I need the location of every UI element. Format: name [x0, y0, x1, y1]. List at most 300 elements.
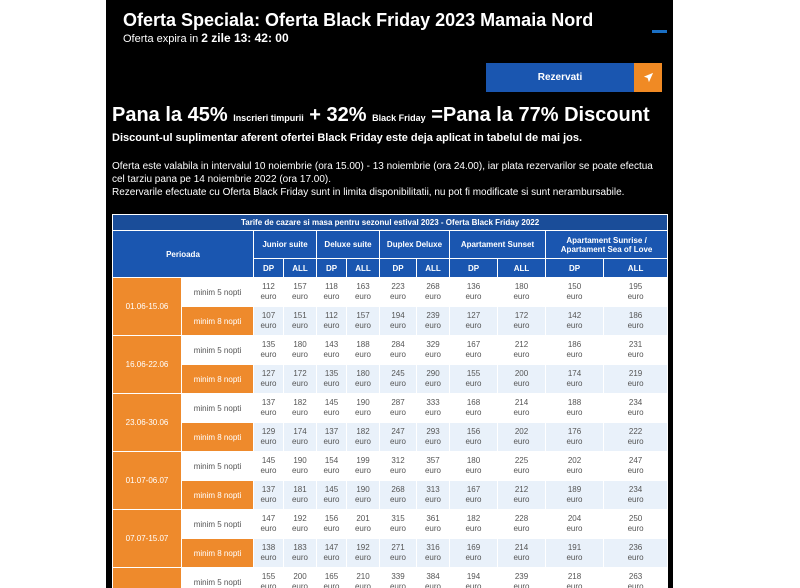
price-cell — [604, 481, 668, 510]
price-cell — [254, 278, 284, 307]
price-unit: euro — [566, 466, 583, 475]
price-cell — [317, 423, 347, 452]
price-value: 312 — [391, 456, 405, 465]
price-value: 172 — [514, 311, 529, 320]
price-value: 186 — [567, 340, 582, 349]
price-value: 339 — [391, 572, 405, 581]
price-unit: euro — [323, 321, 340, 330]
price-unit: euro — [291, 582, 308, 588]
price-value: 180 — [514, 282, 529, 291]
price-value: 222 — [628, 427, 643, 436]
price-unit: euro — [627, 379, 644, 388]
offer-expiry — [123, 31, 289, 45]
price-unit: euro — [389, 379, 406, 388]
price-cell — [450, 394, 498, 423]
price-cell — [450, 423, 498, 452]
price-value: 212 — [514, 340, 529, 349]
price-unit: euro — [389, 553, 406, 562]
all-header: ALL — [604, 259, 668, 278]
price-unit: euro — [354, 437, 371, 446]
price-cell — [450, 452, 498, 481]
price-value: 163 — [356, 282, 370, 291]
price-cell — [317, 365, 347, 394]
price-value: 180 — [356, 369, 370, 378]
price-unit: euro — [513, 437, 530, 446]
price-cell — [546, 394, 604, 423]
price-value: 143 — [324, 340, 339, 349]
price-cell — [604, 278, 668, 307]
price-cell — [498, 568, 546, 588]
price-unit: euro — [465, 495, 482, 504]
price-unit: euro — [291, 524, 308, 533]
price-unit: euro — [354, 350, 371, 359]
price-cell — [417, 394, 450, 423]
price-unit: euro — [389, 437, 406, 446]
price-cell — [450, 278, 498, 307]
price-cell — [498, 394, 546, 423]
price-unit: euro — [566, 582, 583, 588]
price-value: 250 — [628, 514, 643, 523]
price-cell — [284, 452, 317, 481]
min-nights-cell: minim 5 nopti — [182, 510, 254, 539]
price-cell — [546, 452, 604, 481]
price-unit: euro — [291, 437, 308, 446]
price-cell — [498, 452, 546, 481]
price-unit: euro — [323, 524, 340, 533]
price-unit: euro — [323, 292, 340, 301]
price-cell — [498, 539, 546, 568]
table-row — [113, 481, 668, 510]
all-header: ALL — [498, 259, 546, 278]
price-unit: euro — [260, 495, 277, 504]
price-value: 151 — [293, 311, 307, 320]
price-value: 202 — [514, 427, 529, 436]
price-value: 316 — [426, 543, 440, 552]
price-unit: euro — [566, 524, 583, 533]
table-row — [113, 539, 668, 568]
price-cell — [254, 336, 284, 365]
price-unit: euro — [566, 553, 583, 562]
price-value: 201 — [356, 514, 370, 523]
price-value: 202 — [567, 456, 582, 465]
price-cell — [380, 394, 417, 423]
table-row — [113, 394, 668, 423]
price-unit: euro — [627, 437, 644, 446]
price-value: 268 — [391, 485, 405, 494]
price-unit: euro — [424, 350, 441, 359]
price-value: 247 — [391, 427, 405, 436]
price-cell — [347, 539, 380, 568]
price-unit: euro — [260, 292, 277, 301]
price-unit: euro — [627, 553, 644, 562]
price-unit: euro — [354, 495, 371, 504]
price-value: 231 — [628, 340, 643, 349]
price-cell — [450, 336, 498, 365]
price-unit: euro — [260, 582, 277, 588]
price-value: 329 — [426, 340, 440, 349]
price-unit: euro — [291, 350, 308, 359]
price-value: 142 — [567, 311, 582, 320]
price-value: 192 — [356, 543, 370, 552]
price-cell — [347, 394, 380, 423]
reserve-button-label[interactable]: Rezervati — [486, 63, 634, 92]
price-value: 155 — [261, 572, 276, 581]
price-unit: euro — [465, 321, 482, 330]
price-unit: euro — [627, 582, 644, 588]
price-value: 191 — [567, 543, 582, 552]
price-unit: euro — [291, 321, 308, 330]
price-unit: euro — [354, 553, 371, 562]
price-value: 182 — [293, 398, 307, 407]
price-cell — [417, 481, 450, 510]
price-unit: euro — [260, 437, 277, 446]
price-value: 195 — [628, 282, 643, 291]
dp-header: DP — [380, 259, 417, 278]
price-cell — [380, 510, 417, 539]
price-value: 155 — [466, 369, 481, 378]
period-cell: 16.06-22.06 — [113, 336, 182, 394]
price-unit: euro — [389, 466, 406, 475]
price-unit: euro — [260, 379, 277, 388]
dp-header: DP — [546, 259, 604, 278]
price-unit: euro — [260, 321, 277, 330]
price-cell — [254, 539, 284, 568]
price-cell — [347, 336, 380, 365]
period-cell: 07.07-15.07 — [113, 510, 182, 568]
price-value: 293 — [426, 427, 440, 436]
price-cell — [546, 278, 604, 307]
price-value: 147 — [261, 514, 276, 523]
price-unit: euro — [513, 408, 530, 417]
discount-headline — [112, 104, 650, 127]
room-header: Apartament Sunrise / Apartament Sea of Love — [546, 231, 668, 259]
price-value: 147 — [324, 543, 339, 552]
table-caption: Tarife de cazare si masa pentru sezonul estival 2023 - Oferta Black Friday 2022 — [113, 215, 668, 231]
price-cell — [380, 278, 417, 307]
price-unit: euro — [465, 582, 482, 588]
price-unit: euro — [465, 292, 482, 301]
price-unit: euro — [513, 321, 530, 330]
price-value: 199 — [356, 456, 370, 465]
price-cell — [284, 423, 317, 452]
expiry-countdown: 2 zile 13: 42: 00 — [201, 31, 289, 45]
price-value: 268 — [426, 282, 440, 291]
table-row — [113, 365, 668, 394]
all-header: ALL — [417, 259, 450, 278]
price-unit: euro — [291, 408, 308, 417]
price-value: 167 — [466, 340, 481, 349]
price-unit: euro — [291, 553, 308, 562]
price-value: 127 — [261, 369, 276, 378]
price-cell — [450, 539, 498, 568]
price-unit: euro — [566, 292, 583, 301]
price-unit: euro — [389, 350, 406, 359]
price-value: 239 — [426, 311, 440, 320]
period-cell: 23.06-30.06 — [113, 394, 182, 452]
price-value: 263 — [628, 572, 643, 581]
price-value: 174 — [293, 427, 307, 436]
price-unit: euro — [465, 466, 482, 475]
price-cell — [380, 539, 417, 568]
price-cell — [380, 568, 417, 588]
price-cell — [498, 307, 546, 336]
price-value: 357 — [426, 456, 440, 465]
price-unit: euro — [566, 437, 583, 446]
price-unit: euro — [627, 408, 644, 417]
price-value: 200 — [293, 572, 307, 581]
terms-validity: Oferta este valabila in intervalul 10 noiembrie (ora 15.00) - 13 noiembrie (ora 24.00), iar plata rezervarilor se poate efectua cel tarziu pana pe 14 noiembrie 2022 (ora 17.00). — [112, 161, 653, 185]
price-cell — [604, 539, 668, 568]
price-value: 135 — [324, 369, 339, 378]
table-row — [113, 423, 668, 452]
price-cell — [546, 539, 604, 568]
price-unit: euro — [323, 466, 340, 475]
price-cell — [604, 452, 668, 481]
price-cell — [604, 394, 668, 423]
price-cell — [254, 365, 284, 394]
price-value: 194 — [391, 311, 405, 320]
price-value: 137 — [324, 427, 339, 436]
rates-table-wrapper — [112, 214, 667, 588]
price-value: 236 — [628, 543, 643, 552]
min-nights-cell: minim 5 nopti — [182, 394, 254, 423]
price-cell — [498, 336, 546, 365]
period-cell: 01.07-06.07 — [113, 452, 182, 510]
price-cell — [546, 336, 604, 365]
price-cell — [417, 336, 450, 365]
price-value: 137 — [261, 485, 276, 494]
price-cell — [498, 423, 546, 452]
price-unit: euro — [513, 379, 530, 388]
price-unit: euro — [627, 524, 644, 533]
price-unit: euro — [465, 437, 482, 446]
min-nights-cell: minim 8 nopti — [182, 481, 254, 510]
price-value: 145 — [324, 398, 339, 407]
table-row — [113, 278, 668, 307]
dp-header: DP — [254, 259, 284, 278]
price-value: 290 — [426, 369, 440, 378]
price-unit: euro — [513, 582, 530, 588]
price-value: 137 — [261, 398, 276, 407]
price-value: 228 — [514, 514, 529, 523]
price-value: 157 — [356, 311, 370, 320]
price-unit: euro — [389, 292, 406, 301]
price-unit: euro — [465, 524, 482, 533]
price-cell — [546, 481, 604, 510]
price-cell — [284, 568, 317, 588]
price-unit: euro — [291, 379, 308, 388]
price-cell — [450, 307, 498, 336]
price-unit: euro — [389, 321, 406, 330]
price-cell — [604, 423, 668, 452]
price-cell — [347, 568, 380, 588]
all-header: ALL — [284, 259, 317, 278]
price-unit: euro — [513, 524, 530, 533]
price-cell — [284, 336, 317, 365]
room-header: Junior suite — [254, 231, 317, 259]
terms-availability: Rezervarile efectuate cu Oferta Black Friday sunt in limita disponibilitatii, nu pot fi modificate si sunt nerambursabile. — [112, 187, 625, 198]
price-cell — [604, 365, 668, 394]
price-cell — [417, 307, 450, 336]
price-unit: euro — [566, 495, 583, 504]
price-value: 168 — [466, 398, 481, 407]
min-nights-cell: minim 8 nopti — [182, 365, 254, 394]
price-unit: euro — [513, 350, 530, 359]
price-unit: euro — [566, 408, 583, 417]
price-value: 219 — [628, 369, 643, 378]
price-cell — [380, 481, 417, 510]
price-unit: euro — [354, 321, 371, 330]
price-value: 218 — [567, 572, 582, 581]
price-cell — [347, 510, 380, 539]
headline-total-discount: =Pana la 77% Discount — [431, 104, 650, 126]
price-value: 165 — [324, 572, 339, 581]
price-cell — [254, 307, 284, 336]
price-unit: euro — [291, 495, 308, 504]
table-row — [113, 510, 668, 539]
price-unit: euro — [389, 582, 406, 588]
price-cell — [450, 510, 498, 539]
price-cell — [546, 423, 604, 452]
price-value: 245 — [391, 369, 405, 378]
price-unit: euro — [323, 582, 340, 588]
price-cell — [604, 307, 668, 336]
price-cell — [284, 394, 317, 423]
price-cell — [417, 365, 450, 394]
period-header: Perioada — [113, 231, 254, 278]
headline-bf-discount: + 32% — [309, 104, 367, 126]
price-cell — [347, 452, 380, 481]
price-cell — [317, 481, 347, 510]
price-cell — [317, 568, 347, 588]
price-value: 239 — [514, 572, 529, 581]
price-value: 181 — [293, 485, 307, 494]
price-cell — [347, 278, 380, 307]
price-unit: euro — [465, 408, 482, 417]
price-unit: euro — [566, 379, 583, 388]
price-cell — [347, 307, 380, 336]
price-cell — [347, 423, 380, 452]
price-cell — [317, 278, 347, 307]
price-cell — [450, 365, 498, 394]
price-cell — [284, 365, 317, 394]
price-unit: euro — [627, 350, 644, 359]
expiry-prefix: Oferta expira in — [123, 33, 199, 45]
reserve-button[interactable] — [486, 63, 662, 92]
price-cell — [417, 452, 450, 481]
price-cell — [284, 510, 317, 539]
price-cell — [498, 365, 546, 394]
price-cell — [254, 423, 284, 452]
price-unit: euro — [465, 379, 482, 388]
price-unit: euro — [260, 408, 277, 417]
headline-early-label: Inscrieri timpurii — [233, 113, 304, 123]
price-unit: euro — [424, 553, 441, 562]
price-value: 183 — [293, 543, 307, 552]
price-unit: euro — [424, 379, 441, 388]
price-unit: euro — [513, 466, 530, 475]
price-value: 223 — [391, 282, 405, 291]
price-unit: euro — [354, 582, 371, 588]
price-value: 384 — [426, 572, 440, 581]
price-value: 188 — [356, 340, 370, 349]
price-unit: euro — [566, 350, 583, 359]
price-unit: euro — [424, 321, 441, 330]
price-cell — [317, 394, 347, 423]
price-cell — [546, 510, 604, 539]
price-unit: euro — [627, 292, 644, 301]
price-unit: euro — [389, 495, 406, 504]
paper-plane-icon[interactable] — [634, 63, 662, 92]
price-unit: euro — [354, 408, 371, 417]
price-cell — [317, 336, 347, 365]
price-value: 154 — [324, 456, 339, 465]
price-cell — [254, 452, 284, 481]
price-unit: euro — [424, 466, 441, 475]
price-unit: euro — [513, 553, 530, 562]
period-cell: 01.06-15.06 — [113, 278, 182, 336]
rates-table — [112, 214, 668, 588]
price-value: 189 — [567, 485, 582, 494]
price-unit: euro — [424, 582, 441, 588]
price-value: 156 — [324, 514, 339, 523]
price-value: 271 — [391, 543, 405, 552]
price-value: 182 — [356, 427, 370, 436]
price-unit: euro — [389, 408, 406, 417]
table-row — [113, 336, 668, 365]
accent-dash — [652, 30, 667, 33]
dp-header: DP — [317, 259, 347, 278]
price-value: 212 — [514, 485, 529, 494]
price-value: 200 — [514, 369, 529, 378]
price-value: 156 — [466, 427, 481, 436]
price-value: 176 — [567, 427, 582, 436]
price-unit: euro — [354, 524, 371, 533]
price-cell — [317, 539, 347, 568]
price-unit: euro — [354, 379, 371, 388]
price-value: 210 — [356, 572, 370, 581]
price-cell — [284, 307, 317, 336]
price-unit: euro — [354, 466, 371, 475]
price-value: 204 — [567, 514, 582, 523]
price-cell — [546, 568, 604, 588]
price-unit: euro — [389, 524, 406, 533]
price-unit: euro — [513, 495, 530, 504]
table-row — [113, 452, 668, 481]
price-cell — [347, 481, 380, 510]
price-cell — [380, 307, 417, 336]
price-value: 234 — [628, 485, 643, 494]
offer-panel — [106, 0, 673, 588]
price-cell — [317, 307, 347, 336]
price-unit: euro — [424, 292, 441, 301]
price-unit: euro — [424, 437, 441, 446]
price-unit: euro — [627, 466, 644, 475]
price-unit: euro — [424, 495, 441, 504]
price-value: 118 — [325, 282, 338, 291]
min-nights-cell: minim 8 nopti — [182, 423, 254, 452]
price-cell — [498, 278, 546, 307]
price-value: 127 — [466, 311, 481, 320]
price-unit: euro — [424, 408, 441, 417]
price-value: 167 — [466, 485, 481, 494]
price-value: 192 — [293, 514, 307, 523]
price-unit: euro — [354, 292, 371, 301]
price-value: 112 — [325, 311, 338, 320]
price-value: 169 — [466, 543, 481, 552]
price-value: 214 — [514, 398, 529, 407]
price-cell — [254, 394, 284, 423]
